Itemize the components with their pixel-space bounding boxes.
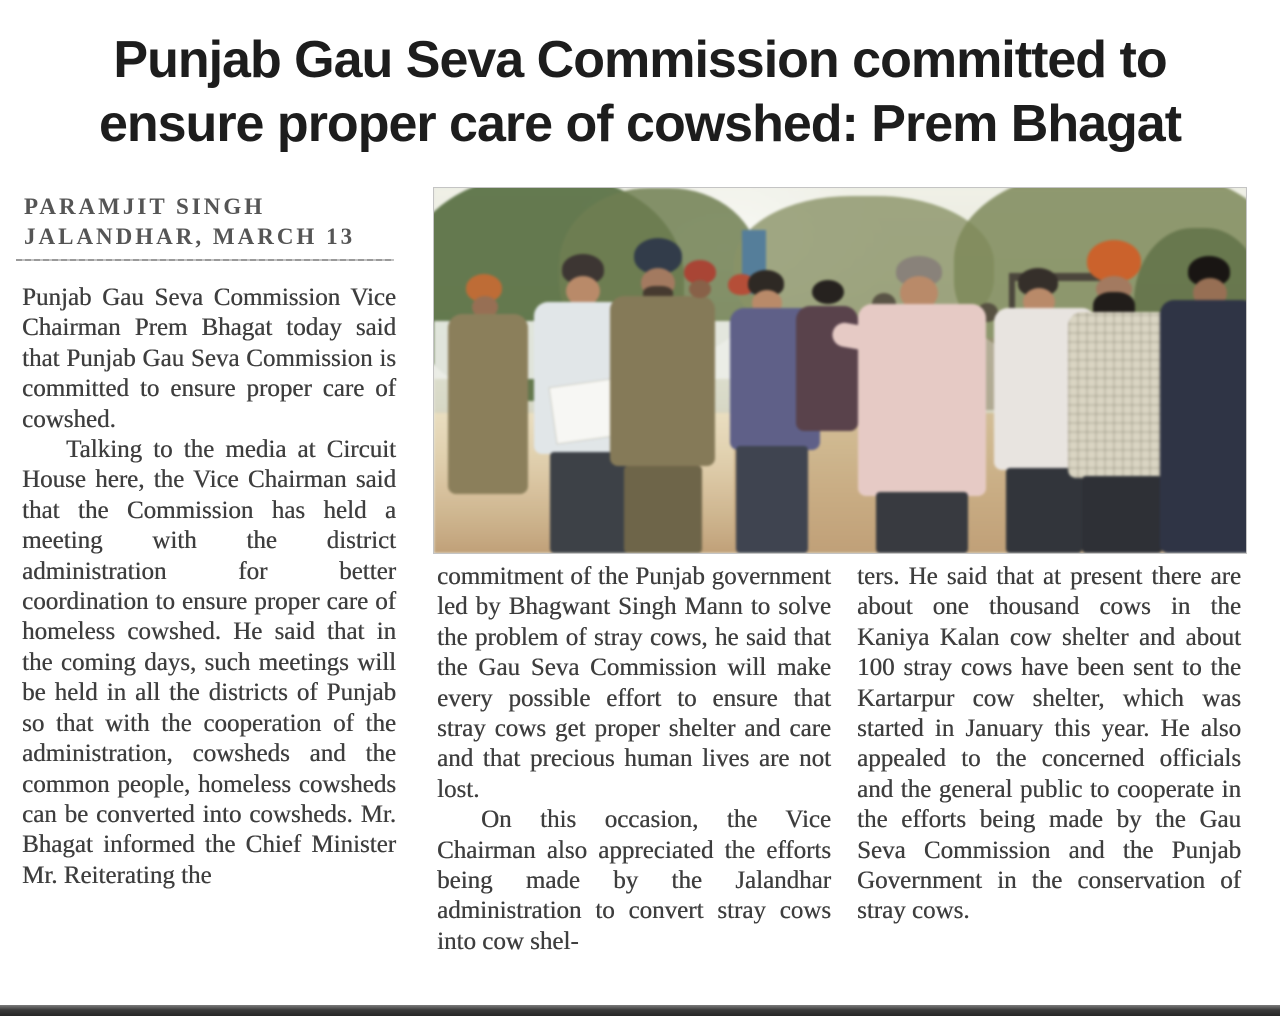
paragraph: commitment of the Punjab government led by Bhagwant Singh Mann to solve the problem of stray cows, he said that the Gau Seva Commission will make every possible effort to ensure that stray cows get proper shelter and care and that precious human lives are not lost. [437, 563, 831, 803]
red-turban-man-head [689, 280, 711, 298]
headline-line-1: Punjab Gau Seva Commission committed to [113, 31, 1167, 89]
paragraph: Punjab Gau Seva Commission Vice Chairman Prem Bhagat today said that Punjab Gau Seva Commission is committed to ensure proper care of cowshed. [22, 284, 396, 433]
article-column-2 [437, 562, 831, 957]
byline-reporter: PARAMJIT SINGH [24, 194, 266, 219]
orange-turban-man-trousers [1082, 476, 1162, 553]
byline-dateline: JALANDHAR, MARCH 13 [24, 224, 356, 249]
paragraph: On this occasion, the Vice Chairman also appreciated the efforts being made by the Jalandhar administration to convert stray cows into cow shel- [437, 806, 831, 955]
pink-kurta-man-torso [858, 304, 986, 496]
paragraph: Talking to the media at Circuit House here, the Vice Chairman said that the Commission has held a meeting with the district administration for better coordination to ensure proper care of homeless cowshed. He said that in the coming days, such meetings will be held in all the districts of Punjab so that with the cooperation of the administration, cowsheds and the common people, homeless cowsheds can be converted into cowsheds. Mr. Bhagat informed the Chief Minister Mr. Reiterating the [22, 436, 396, 889]
news-photo [433, 187, 1247, 554]
sikh-policeman-uniform [610, 296, 715, 466]
sikh-policeman-trousers [624, 466, 702, 553]
policeman-left-torso [448, 314, 528, 494]
paragraph: ters. He said that at present there are about one thousand cows in the Kaniya Kalan cow shelter and about 100 stray cows have been sent to the Kartarpur cow shelter, which was started in January this year. He also appealed to the concerned officials and the general public to cooperate in the efforts being made by the Gau Seva Commission and the Punjab Government in the conservation of stray cows. [857, 563, 1241, 925]
purple-shirt-man-jeans [736, 446, 808, 553]
byline-divider-rule [16, 259, 394, 261]
headline-line-2: ensure proper care of cowshed: Prem Bhagat [98, 95, 1182, 153]
byline [24, 192, 355, 252]
navy-shirt-man-torso [1160, 300, 1247, 553]
dark-shirt-man-hair [812, 280, 844, 304]
orange-turban-man-checked-shirt [1068, 312, 1174, 478]
scan-bottom-bar [0, 1005, 1280, 1016]
pink-kurta-man-trousers [876, 492, 968, 553]
article-column-3 [857, 562, 1241, 927]
file-man-trousers [550, 452, 632, 553]
article-headline [0, 28, 1280, 156]
white-shirt-man-trousers [1006, 468, 1082, 553]
news-photo-scene [434, 188, 1246, 553]
article-column-1 [22, 283, 396, 891]
